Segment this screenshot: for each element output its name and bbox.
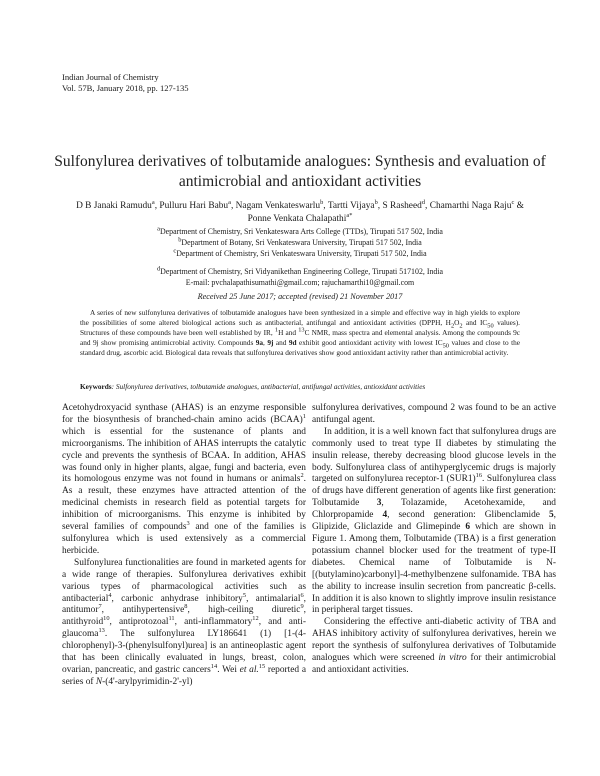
journal-name: Indian Journal of Chemistry [62,72,159,82]
abstract: A series of new sulfonylurea derivatives of tolbutamide analogues have been synthesized in a simple and effective way in high yields to explore the possibilities of some altered biological actions such as antibacterial, antifungal and antioxidant activities (DPPH, $H_2O_2$ and $IC_{50}$ values). Structures of these compounds have been well established by IR, $^1$H and $^{13}$C NMR, mass spectra and elemental analysis. Among the compounds 9c and 9j show promising antimicrobial activity. Compounds 9a, 9j and 9d exhibit good antioxidant activity with lowest $IC_{50}$ values and close to the standard drug, ascorbic acid. Biological data reveals that sulfonylurea derivatives show good antioxidant activity rather than antimicrobial activity. [80,308,520,358]
affiliation-b: $^b$Department of Botany, Sri Venkateswara University, Tirupati 517 502, India [178,236,422,247]
keywords-label: Keywords [80,382,112,391]
affiliation-c: $^c$Department of Chemistry, Sri Venkateswara University, Tirupati 517 502, India [173,247,427,258]
journal-volume: Vol. 57B, January 2018, pp. 127-135 [62,83,189,93]
received-dates: Received 25 June 2017; accepted (revised) 21 November 2017 [197,292,403,301]
body-right-column [312,403,556,677]
keywords [80,382,520,392]
paragraph: sulfonylurea derivatives, compound 2 was found to be an active antifungal agent. [312,403,556,425]
author-list: D B Janaki Ramudu$^a$, Pulluru Hari Babu$^a$, Nagam Venkateswarlu$^b$, Tartti Vijaya$^b$, S Rasheed$^d$, Chamarthi Naga Raju$^c$ & Ponne Venkata Chalapathi$^{a*}$ [76,198,524,224]
contact-email: E-mail: pvchalapathisumathi@gmail.com; rajuchamarthi10@gmail.com [185,278,415,287]
keywords-text: : Sulfonylurea derivatives, tolbutamide analogues, antibacterial, antifungal activities, antioxidant activities [111,382,426,391]
article-title: Sulfonylurea derivatives of tolbutamide analogues: Synthesis and evaluation of antimicrobial and antioxidant activities [54,153,546,190]
affiliation-a: $^a$Department of Chemistry, Sri Venkateswara Arts College (TTDs), Tirupati 517 502, India [157,225,443,236]
paragraph: Acetohydroxyacid synthase (AHAS) is an enzyme responsible for the biosynthesis of branched-chain amino acids (BCAA)$^1$ which is essential for the sustenance of plants and microorganisms. The inhibition of AHAS interrupts the catalytic cycle and prevents the synthesis of BCAA. In addition, AHAS was found only in higher plants, algae, fungi and bacteria, even its homologous enzyme was not found in humans or animals$^2$. As a result, these enzymes have attracted attention of the medicinal chemists in research field as potential targets for inhibition of microorganisms. This enzyme is inhibited by several families of compounds$^3$ and one of the families is sulfonylurea which is used extensively as a commercial herbicide. [62,403,307,556]
body-left-column [62,403,306,689]
paragraph: Sulfonylurea functionalities are found in marketed agents for a wide range of therapies. Sulfonylurea derivatives exhibit various types of pharmacological activities such as antibacterial$^4$, carbonic anhydrase inhibitory$^5$, antimalarial$^6$, antitumor$^7$, antihypertensive$^8$, high-ceiling diuretic$^9$, antithyroid$^{10}$, antiprotozoal$^{11}$, anti-inflammatory$^{12}$, and anti-glaucoma$^{13}$. The sulfonylurea LY186641 (1) [1-(4-chlorophenyl)-3-(phenylsulfonyl)urea] is an antineoplastic agent that has been clinically evaluated in lungs, breast, colon, ovarian, pancreatic, and gastric cancers$^{14}$. Wei et al.$^{15}$ reported a series of N-(4'-arylpyrimidin-2'-yl) [62,557,306,687]
journal-header [62,72,189,94]
paragraph: Considering the effective anti-diabetic activity of TBA and AHAS inhibitory activity of sulfonylurea derivatives, herein we report the synthesis of sulfonylurea derivatives of Tolbutamide analogues which were screened in vitro for their antimicrobial and antioxidant activities. [312,617,556,675]
affiliation-d: $^d$Department of Chemistry, Sri Vidyanikethan Engineering College, Tirupati 517102, India [156,265,444,276]
paragraph: In addition, it is a well known fact that sulfonylurea drugs are commonly used to treat type II diabetes by stimulating the insulin release, thereby decreasing blood glucose levels in the body. Sulfonylurea class of antihyperglycemic drugs is majorly targeted on sulfonylurea receptor-1 $(SUR1)^{16}$. Sulfonylurea class of drugs have different generation of agents like first generation: Tolbutamide 3, Tolazamide, Acetohexamide, and Chlorpropamide 4, second generation: Glibenclamide 5, Glipizide, Gliclazide and Glimepinde 6 which are shown in Figure 1. Among them, Tolbutamide (TBA) is a first generation potassium channel blocker used for the treatment of type-II diabetes. Chemical name of Tolbutamide is N-[(butylamino)carbonyl]-4-methylbenzene sulfonamide. TBA has the ability to increase insulin secretion from pancreatic β-cells. In addition it is also known to slightly improve insulin resistance in peripheral target tissues. [312,426,556,616]
